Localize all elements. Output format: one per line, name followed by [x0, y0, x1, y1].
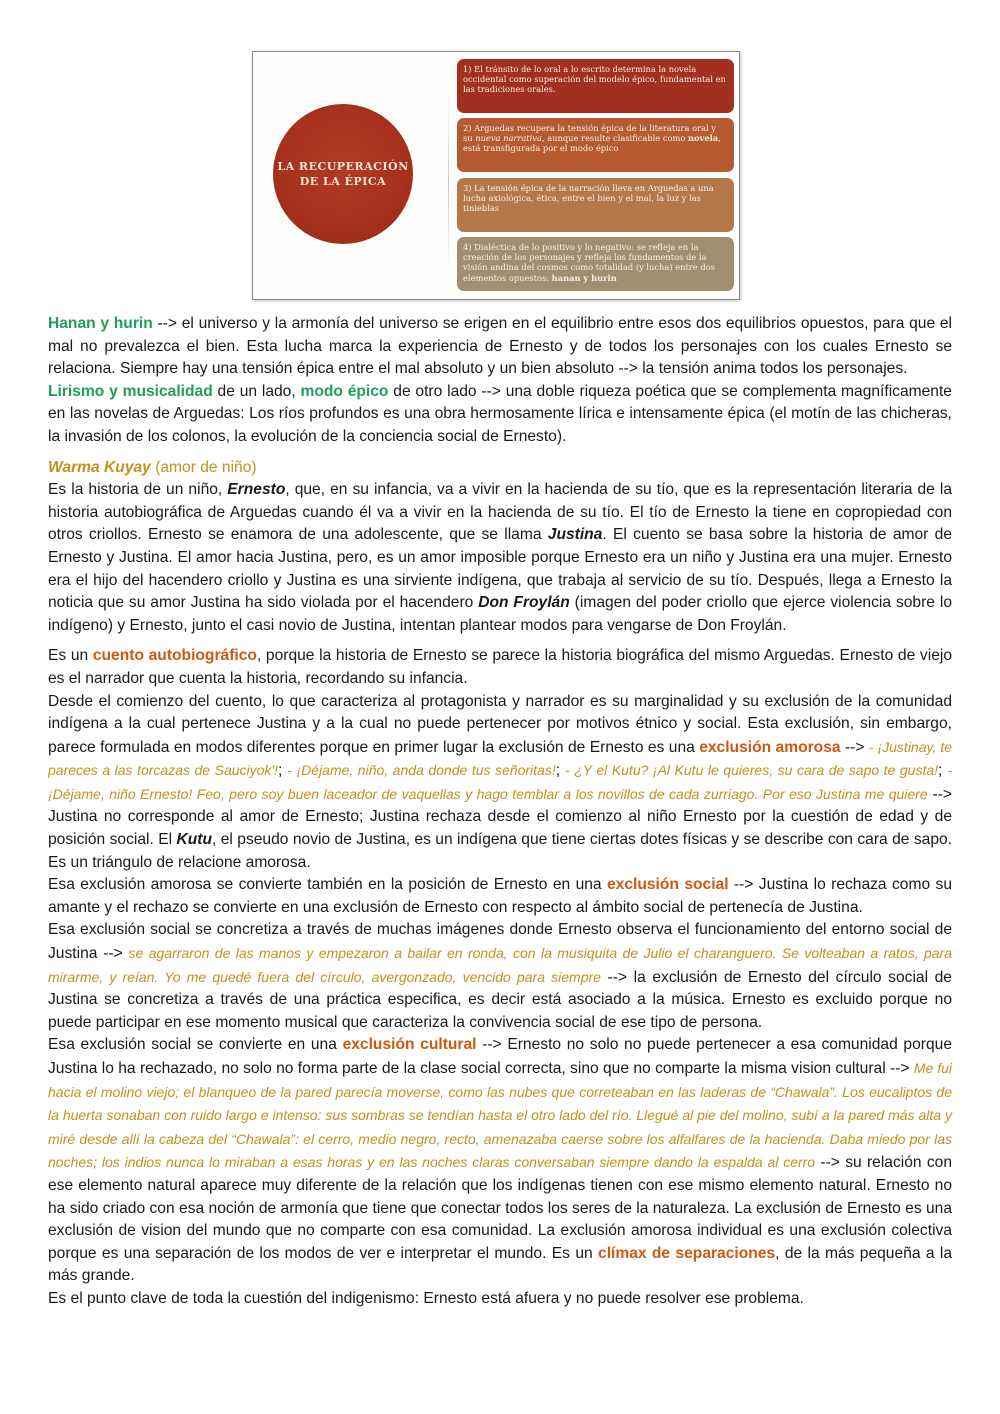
- separator: ;: [555, 762, 566, 780]
- circle-title-line2: DE LA ÉPICA: [299, 175, 387, 188]
- divider-line: [448, 96, 449, 272]
- point-2-emphasis: nueva narrativa: [475, 133, 542, 144]
- circle-title-line1: LA RECUPERACIÓN: [277, 160, 409, 173]
- quote-dance: se agarraron de las manos y empezaron a bailar en ronda, con la musiquita de Julio el charanguero. Se volteaban a ratos, para mirarme, y reían. Yo me quedé fuera del círculo, avergonzado, vencido para siempre: [48, 945, 952, 985]
- point-4-text: 4) Dialéctica de lo positivo y lo negativo: se refleja en la creación de los personajes y refleja los fundamentos de la visión andina del cosmos como totalidad (y lucha) entre dos elementos opuestos:: [463, 242, 715, 283]
- paragraph-text: . El cuento se basa sobre la historia de amor de Ernesto y Justina. El amor hacia Justina, pero, es un amor imposible porque Ernesto era un niño y Justina era una mujer. Ernesto era el hijo del hacendero criollo y Justina es una sirviente indígena, que trabaja al servicio de su tío. Después, llega a Ernesto la noticia que su amor Justina ha sido violada por el hacendero: [48, 526, 952, 612]
- section-heading: [48, 457, 952, 480]
- paragraph-text: --> Ernesto no solo no puede pertenecer a esa comunidad porque Justina lo ha rechazado, no solo no forma parte de la clase social correcta, sino que no comparte la misma vision cultural -->: [48, 1036, 952, 1077]
- paragraph-text: de un lado,: [212, 382, 301, 400]
- paragraph-text: Es la historia de un niño,: [48, 481, 228, 499]
- paragraph-text: Desde el comienzo del cuento, lo que caracteriza al protagonista y narrador es su marginalidad y su exclusión de la comunidad indígena a la cual pertenece Justina y a la cual no puede pertenecer por motivos étnico y social. Esta exclusión, sin embargo, parece formulada en modos diferentes porque en primer lugar la exclusión de Ernesto es una: [48, 692, 952, 756]
- paragraph-text: (imagen del poder criollo que ejerce violencia sobre lo indígeno) y Ernesto, junto el casi novio de Justina, intentan plantear modos para vengarse de Don Froylán.: [48, 594, 952, 634]
- paragraph-text: Esa exclusión amorosa se convierte también en la posición de Ernesto en una: [48, 876, 607, 894]
- quote-1: - ¡Justinay, te pareces a las torcazas de Sauciyok'!: [48, 738, 952, 779]
- paragraph-text: Esa exclusión social se convierte en una: [48, 1036, 343, 1054]
- point-box-4: [457, 237, 734, 291]
- quote-3: - ¿Y el Kutu? ¡Al Kutu le quieres, su cara de sapo te gusta!: [565, 762, 939, 779]
- name-ernesto: Ernesto: [227, 481, 286, 499]
- point-1-text: 1) El tránsito de lo oral a lo escrito determina la novela occidental como superación del modelo épico, fundamental en las tradiciones orales.: [463, 64, 726, 95]
- point-box-3: [457, 178, 734, 232]
- point-box-2: [457, 118, 734, 172]
- quote-molino: Me fui hacia el molino viejo; el blanqueo de la pared parecía moverse, como las nubes que correteaban en las laderas de “Chawala”. Los eucaliptos de la huerta sonaban con ruido largo e intenso: sus sombras se tendían hasta el otro lado del río. Llegué al pie del molino, subí a la pared más alta y miré desde allí la cabeza del “Chawala”: el cerro, medio negro, recto, amenazaba caerse sobre los alfalfares de la hacienda. Daba miedo por las noches; los indios nunca lo miraban a esas horas y en las noches claras conversaban siempre dando la espalda al cerro: [48, 1060, 953, 1171]
- paragraph-text: , el pseudo novio de Justina, es un indígena que tiene ciertas dotes físicas y se describe con cara de sapo. Es un triángulo de relacione amorosa.: [48, 831, 952, 871]
- paragraph-text: --> su relación con ese elemento natural aparece muy diferente de la relación que los indígenas tienen con ese mismo elemento natural. Ernesto no ha sido criado con esa noción de armonía que tiene que conectar todos los seres de la naturaleza. La exclusión de Ernesto es una exclusión de vision del mundo que no comparte con esa comunidad. La exclusión amorosa individual es una exclusión colectiva porque es una separación de los modos de ver e interpretar el mundo. Es un: [48, 1154, 952, 1262]
- term-exclusion-cultural: exclusión cultural: [342, 1036, 477, 1054]
- separator: ;: [277, 762, 288, 780]
- point-2-text-b: , aunque resulte clasificable como: [541, 133, 688, 144]
- paragraph-text: --> el universo y la armonía del universo se erigen en el equilibrio entre esos dos equilibrios opuestos, para que el mal no prevalezca el bien. Esta lucha marca la experiencia de Ernesto y de todos los personajes con los cuales Ernesto se relaciona. Siempre hay una tensión épica entre el mal absoluto y un bien absoluto --> la tensión anima todos los personajes.: [48, 315, 952, 378]
- paragraph-conclusion: [48, 1288, 952, 1311]
- separator: ;: [938, 762, 948, 780]
- paragraph-exclusion-social: [48, 874, 952, 919]
- paragraph-text: --> Justina lo rechaza como su amante y el rechazo se convierte en una exclusión de Ernesto con respecto al ámbito social de pertenecía de Justina.: [48, 876, 952, 916]
- point-3-text: 3) La tensión épica de la narración lleva en Arguedas a una lucha axiológica, ética, entre el bien y el mal, la luz y las tinieblas: [463, 183, 714, 214]
- heading-subtitle: (amor de niño): [150, 458, 257, 476]
- paragraph-text: , que, en su infancia, va a vivir en la hacienda de su tío, que es la representación literaria de la historia autobiográfica de Arguedas cuando él va a vivir en la hacienda de su tío. El tío de Ernesto la tiene en copropiedad con otros criollos. Ernesto se enamora de una adolescente, que se llama: [48, 481, 952, 544]
- paragraph-exclusion-amorosa: [48, 691, 952, 875]
- point-2-text-a: 2) Arguedas recupera la tensión épica de la literatura oral y su: [463, 123, 716, 144]
- paragraph-text: , porque la historia de Ernesto se parece la historia biográfica del mismo Arguedas. Ernesto de viejo es el narrador que cuenta la historia, recordando su infancia.: [48, 647, 952, 687]
- name-justina: Justina: [547, 526, 603, 544]
- term-cuento-autobiografico: cuento autobiográfico: [92, 647, 257, 665]
- title-circle: [273, 104, 413, 244]
- paragraph-text: Esa exclusión social se concretiza a través de muchas imágenes donde Ernesto observa el funcionamiento del entorno social de Justina -->: [48, 921, 952, 963]
- point-2-text-c: , está transfigurada por el modo épico: [463, 133, 721, 154]
- paragraph-text: de otro lado --> una doble riqueza poética que se complementa magníficamente en las novelas de Arguedas: Los ríos profundos es una obra hermosamente lírica e intensamente épica (el motín de las chicheras, la invasión de los colonos, la evolución de la conciencia social de Ernesto).: [48, 382, 952, 445]
- paragraph-text: , de la más pequeña a la más grande.: [48, 1244, 952, 1285]
- point-box-1: [457, 59, 734, 113]
- term-lirismo: Lirismo y musicalidad: [48, 382, 213, 400]
- paragraph-autobiographic: [48, 645, 952, 690]
- term-exclusion-amorosa: exclusión amorosa: [699, 738, 841, 756]
- point-2-strong: novela: [687, 133, 719, 144]
- paragraph-text: Es el punto clave de toda la cuestión del indigenismo: Ernesto está afuera y no puede resolver ese problema.: [48, 1289, 804, 1307]
- term-climax-separaciones: clímax de separaciones: [598, 1244, 776, 1262]
- paragraph-text: -->: [840, 738, 869, 756]
- paragraph-text: --> Justina no corresponde al amor de Ernesto; Justina rechaza desde el comienzo al niño Ernesto por la cuestión de edad y de posición social. El: [48, 785, 953, 849]
- paragraph-lirismo: [48, 381, 952, 449]
- point-4-strong: hanan y hurin: [551, 272, 617, 283]
- paragraph-story: [48, 479, 952, 637]
- heading-title: Warma Kuyay: [48, 458, 151, 476]
- term-exclusion-social: exclusión social: [607, 876, 729, 894]
- name-don-froylan: Don Froylán: [478, 594, 570, 612]
- paragraph-text: --> la exclusión de Ernesto del círculo social de Justina se concretiza a través de una práctica especifica, es decir está asociado a la música. Ernesto es excluido porque no puede participar en ese momento musical que caracteriza la convivencia social de ese tipo de persona.: [48, 968, 952, 1031]
- quote-2: - ¡Déjame, niño, anda donde tus señoritas!: [287, 762, 556, 779]
- term-modo-epico: modo épico: [300, 382, 389, 400]
- paragraph-text: Es un: [48, 647, 93, 665]
- paragraph-hanan-hurin: [48, 313, 952, 381]
- epic-recovery-diagram: [252, 51, 740, 300]
- paragraph-social-images: [48, 919, 952, 1034]
- term-hanan-hurin: Hanan y hurin: [48, 315, 153, 332]
- document-body: [48, 313, 952, 1311]
- paragraph-exclusion-cultural: [48, 1034, 952, 1288]
- name-kutu: Kutu: [176, 831, 213, 849]
- quote-4: - ¡Déjame, niño Ernesto! Feo, pero soy buen laceador de vaquellas y hago temblar a los novillos de cada zurriago. Por eso Justina me quiere: [48, 762, 953, 802]
